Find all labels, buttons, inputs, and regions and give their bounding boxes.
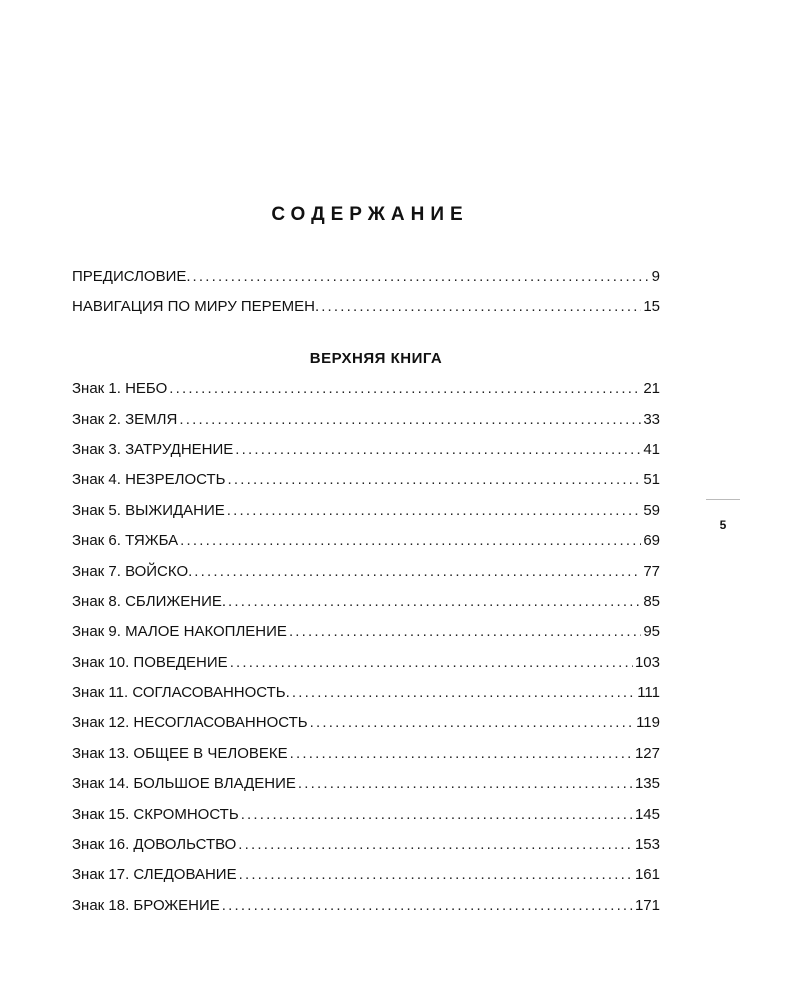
section-heading: ВЕРХНЯЯ КНИГА [309, 349, 443, 367]
toc-entry[interactable] [72, 435, 660, 465]
toc-leader-dots [238, 830, 633, 860]
toc-entry-page: 135 [634, 775, 660, 793]
toc-entry[interactable] [72, 465, 660, 495]
toc-entry-title: Знак 16. ДОВОЛЬСТВО [72, 836, 237, 854]
toc-entry[interactable] [72, 891, 660, 921]
toc-entry-title: Знак 13. ОБЩЕЕ В ЧЕЛОВЕКЕ [72, 744, 288, 762]
toc-entry[interactable] [72, 526, 660, 556]
toc-leader-dots [289, 617, 641, 647]
toc-entry-title: Знак 5. ВЫЖИДАНИЕ [72, 501, 225, 519]
toc-entry-page: 145 [634, 805, 660, 823]
toc-entry[interactable] [72, 678, 660, 708]
toc-leader-dots [227, 496, 642, 526]
toc-leader-dots [194, 557, 641, 587]
toc-entry[interactable] [72, 739, 660, 769]
toc-entry-title: Знак 10. ПОВЕДЕНИЕ [72, 653, 228, 671]
toc-entry-page: 119 [636, 714, 660, 732]
toc-entry-title: Знак 1. НЕБО [72, 380, 168, 398]
page-number: 5 [719, 518, 727, 532]
toc-entry-title: НАВИГАЦИЯ ПО МИРУ ПЕРЕМЕН. [72, 298, 320, 316]
toc-leader-dots [169, 374, 641, 404]
toc-entry-title: Знак 3. ЗАТРУДНЕНИЕ [72, 440, 234, 458]
toc-entries-list [72, 374, 660, 921]
toc-leader-dots [180, 526, 641, 556]
toc-entry-title: Знак 11. СОГЛАСОВАННОСТЬ. [72, 684, 290, 702]
toc-entry-page: 171 [634, 896, 660, 914]
toc-entry-page: 111 [637, 684, 660, 702]
toc-entry-page: 103 [634, 653, 660, 671]
page-number-rule [706, 499, 740, 500]
toc-entry-page: 161 [634, 866, 660, 884]
toc-leader-dots [222, 891, 633, 921]
toc-entry-title: Знак 9. МАЛОЕ НАКОПЛЕНИЕ [72, 623, 287, 641]
toc-entry-title: ПРЕДИСЛОВИЕ. [72, 268, 191, 285]
toc-entry[interactable] [72, 374, 660, 404]
toc-leader-dots [235, 435, 641, 465]
toc-entry-page: 95 [643, 623, 660, 641]
toc-entry-title: Знак 2. ЗЕМЛЯ [72, 410, 178, 428]
toc-entry-page: 77 [643, 562, 660, 580]
toc-leader-dots [239, 860, 633, 890]
toc-entry[interactable] [72, 557, 660, 587]
toc-entry[interactable] [72, 708, 660, 738]
toc-entry-page: 21 [643, 380, 660, 398]
toc-entry[interactable] [72, 830, 660, 860]
page-title: СОДЕРЖАНИЕ [271, 204, 469, 225]
toc-entry[interactable] [72, 496, 660, 526]
toc-entry-page: 127 [634, 744, 660, 762]
toc-entry-page: 85 [643, 592, 660, 610]
toc-leader-dots [321, 292, 641, 322]
toc-leader-dots [193, 262, 650, 292]
toc-entry[interactable] [72, 617, 660, 647]
toc-leader-dots [241, 800, 633, 830]
toc-leader-dots [290, 739, 633, 769]
toc-entry-page: 9 [651, 268, 660, 285]
toc-entry-page: 59 [643, 501, 660, 519]
toc-leader-dots [310, 708, 634, 738]
toc-entry-title: Знак 14. БОЛЬШОЕ ВЛАДЕНИЕ [72, 775, 296, 793]
toc-entry[interactable] [72, 587, 660, 617]
toc-entry[interactable] [72, 769, 660, 799]
toc-entry-page: 69 [643, 532, 660, 550]
toc-entry-title: Знак 18. БРОЖЕНИЕ [72, 896, 220, 914]
toc-entry-title: Знак 7. ВОЙСКО. [72, 562, 193, 580]
toc-leader-dots [230, 648, 633, 678]
toc-leader-dots [228, 587, 641, 617]
toc-entry[interactable] [72, 800, 660, 830]
toc-entry-page: 51 [643, 471, 660, 489]
toc-leader-dots [179, 405, 641, 435]
toc-entry[interactable] [72, 860, 660, 890]
toc-entry-page: 33 [643, 410, 660, 428]
toc-leader-dots [228, 465, 642, 495]
toc-entry-preface[interactable] [72, 262, 660, 292]
toc-leader-dots [298, 769, 633, 799]
table-of-contents [72, 262, 660, 921]
toc-entry-title: Знак 4. НЕЗРЕЛОСТЬ [72, 471, 226, 489]
toc-leader-dots [292, 678, 635, 708]
toc-entry-title: Знак 8. СБЛИЖЕНИЕ. [72, 592, 227, 610]
toc-entry-title: Знак 15. СКРОМНОСТЬ [72, 805, 239, 823]
toc-entry-title: Знак 12. НЕСОГЛАСОВАННОСТЬ [72, 714, 308, 732]
toc-entry-page: 41 [643, 440, 660, 458]
toc-entry-title: Знак 6. ТЯЖБА [72, 532, 179, 550]
toc-entry-page: 153 [634, 836, 660, 854]
toc-entry-title: Знак 17. СЛЕДОВАНИЕ [72, 866, 237, 884]
toc-entry-navigation[interactable] [72, 292, 660, 322]
toc-entry-page: 15 [643, 298, 660, 316]
toc-entry[interactable] [72, 405, 660, 435]
toc-entry[interactable] [72, 648, 660, 678]
